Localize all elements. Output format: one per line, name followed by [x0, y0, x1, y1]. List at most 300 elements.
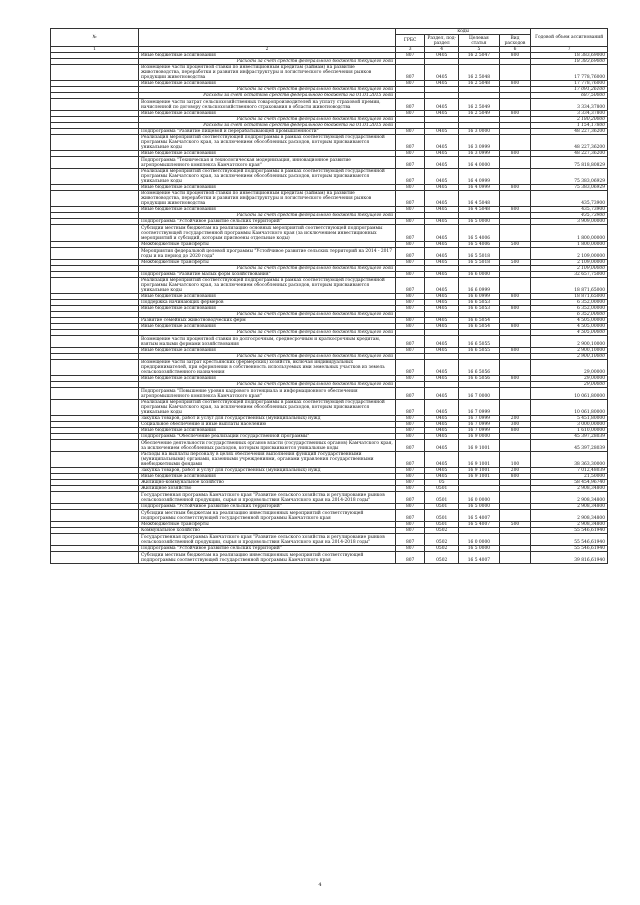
razdel-cell: 0405 — [425, 219, 459, 225]
razdel-cell: 0405 — [425, 65, 459, 81]
amount-cell: 18 871,65000 — [531, 278, 608, 294]
target-cell: 16 6 5053 — [459, 300, 500, 306]
vid-cell — [499, 248, 531, 260]
vid-cell: 800 — [499, 294, 531, 300]
vid-cell: 800 — [499, 428, 531, 434]
razdel-cell: 0405 — [425, 248, 459, 260]
description-cell: Подпрограмма "Развитие малых форм хозяйствования" — [138, 272, 395, 278]
description-cell: Иные бюджетные ассигнования — [138, 306, 395, 312]
vid-cell: 800 — [499, 111, 531, 117]
table-row — [51, 278, 608, 294]
target-cell: 16 5 5018 — [459, 260, 500, 266]
grbs-cell: 807 — [395, 422, 424, 428]
target-cell: 16 5 4007 — [459, 510, 500, 522]
target-cell: 16 0 0000 — [459, 492, 500, 504]
description-cell: Иные бюджетные ассигнования — [138, 151, 395, 157]
description-cell: Иные бюджетные ассигнования — [138, 81, 395, 87]
razdel-cell: 0405 — [425, 207, 459, 213]
no-cell — [51, 169, 139, 185]
description-cell: Реализация мероприятий соответствующей подпрограммы в рамках соответствующей государственной программы Камчатского края, за исключением обособленных расходов, которым присваиваются уникальные коды — [138, 169, 395, 185]
grbs-cell: 807 — [395, 248, 424, 260]
description-cell: Расходы за счет средств федерального бюджета текущего года — [138, 312, 395, 318]
column-number: 3 — [395, 47, 424, 53]
grbs-cell: 807 — [395, 53, 424, 59]
amount-cell: 2 109,00000 — [531, 266, 608, 272]
table-row — [51, 191, 608, 207]
no-cell — [51, 452, 139, 468]
header-codes: коды — [395, 29, 530, 35]
amount-cell: 55 546,61940 — [531, 534, 608, 546]
description-cell: Закупка товаров, работ и услуг для государственных (муниципальных) нужд — [138, 416, 395, 422]
amount-cell: 2 109,00000 — [531, 260, 608, 266]
target-cell: 16 6 0999 — [459, 294, 500, 300]
grbs-cell: 807 — [395, 504, 424, 510]
amount-cell: 435,73900 — [531, 207, 608, 213]
razdel-cell: 0405 — [425, 185, 459, 191]
amount-cell: 1 800,00000 — [531, 242, 608, 248]
target-cell: 16 4 0999 — [459, 185, 500, 191]
amount-cell: 48 227,36200 — [531, 129, 608, 135]
amount-cell: 29,00000 — [531, 360, 608, 376]
no-cell — [51, 65, 139, 81]
header-name — [138, 29, 395, 47]
description-cell: Возмещение части затрат крестьянских (фермерских) хозяйств, включая индивидуальных предпринимателей, при оформлении в собственность используемых ими земельных участков из земель сельскохозяйственного назначения — [138, 360, 395, 376]
target-cell: 16 6 5056 — [459, 376, 500, 382]
target-cell: 16 6 5053 — [459, 306, 500, 312]
amount-cell: 39 816,61940 — [531, 552, 608, 564]
vid-cell: 800 — [499, 324, 531, 330]
grbs-cell: 807 — [395, 242, 424, 248]
description-cell: Подпрограмма "Устойчивое развитие сельских территорий" — [138, 504, 395, 510]
razdel-cell: 0405 — [425, 416, 459, 422]
vid-cell — [499, 225, 531, 242]
amount-cell: 2 109,00000 — [531, 248, 608, 260]
grbs-cell: 807 — [395, 492, 424, 504]
description-cell: Иные бюджетные ассигнования — [138, 324, 395, 330]
vid-cell — [499, 510, 531, 522]
target-cell: 16 6 5055 — [459, 348, 500, 354]
grbs-cell: 807 — [395, 360, 424, 376]
description-cell: Возмещение части процентной ставки по долгосрочным, среднесрочным и краткосрочным кредитам, взятым малыми формами хозяйствования — [138, 336, 395, 348]
description-cell: Жилищно-коммунальное хозяйство — [138, 480, 395, 486]
no-cell — [51, 360, 139, 376]
grbs-cell: 807 — [395, 135, 424, 151]
budget-table — [50, 28, 608, 564]
grbs-cell: 807 — [395, 480, 424, 486]
table-row — [51, 452, 608, 468]
amount-cell: 55 546,61940 — [531, 528, 608, 534]
no-cell — [51, 248, 139, 260]
header-volume: Годовой объем ассигнований — [531, 29, 608, 47]
description-cell: Реализация мероприятий соответствующей подпрограммы в рамках соответствующей государственной программы Камчатского края, за исключением обособленных расходов, которым присваиваются уникальные коды — [138, 400, 395, 416]
vid-cell — [499, 99, 531, 111]
amount-cell: 55 546,61940 — [531, 546, 608, 552]
vid-cell: 800 — [499, 185, 531, 191]
razdel-cell: 0405 — [425, 157, 459, 169]
description-cell: Реализация мероприятий соответствующей подпрограммы в рамках соответствующей государственной программы Камчатского края, за исключением обособленных расходов, которым присваиваются уникальные коды — [138, 135, 395, 151]
description-cell: Субсидии местным бюджетам на реализацию основных мероприятий соответствующей подпрограммы соответствующей государственной программы Камчатского края (за исключением инвестиционных мероприятий и субсидий, которым присвоены отдельные коды) — [138, 225, 395, 242]
vid-cell — [499, 336, 531, 348]
target-cell: 16 6 0000 — [459, 272, 500, 278]
target-cell: 16 5 4006 — [459, 242, 500, 248]
target-cell: 16 9 1001 — [459, 452, 500, 468]
amount-cell: 3 000,00000 — [531, 422, 608, 428]
target-cell: 16 6 5056 — [459, 360, 500, 376]
grbs-cell: 807 — [395, 81, 424, 87]
amount-cell: 2 180,20000 — [531, 117, 608, 123]
razdel-cell: 0501 — [425, 510, 459, 522]
grbs-cell: 807 — [395, 416, 424, 422]
grbs-cell: 807 — [395, 486, 424, 492]
vid-cell — [499, 440, 531, 452]
razdel-cell: 0405 — [425, 468, 459, 474]
grbs-cell: 807 — [395, 99, 424, 111]
description-cell: Мероприятия федеральной целевой программы "Устойчивое развитие сельских территорий на 2014 - 2017 годы и на период до 2020 года" — [138, 248, 395, 260]
table-row — [51, 552, 608, 564]
description-cell: Иные бюджетные ассигнования — [138, 207, 395, 213]
description-cell: Подпрограмма "Повышение уровня кадрового потенциала и информационного обеспечения агропромышленного комплекса Камчатского края" — [138, 388, 395, 400]
table-row — [51, 336, 608, 348]
description-cell: Государственная программа Камчатского края "Развитие сельского хозяйства и регулирование рынков сельскохозяйственной продукции, сырья и продовольствия Камчатского края на 2014-2018 годы" — [138, 492, 395, 504]
vid-cell — [499, 169, 531, 185]
razdel-cell: 0405 — [425, 428, 459, 434]
grbs-cell: 807 — [395, 65, 424, 81]
target-cell: 16 4 5048 — [459, 191, 500, 207]
description-cell: Расходы за счет средств федерального бюджета текущего года — [138, 266, 395, 272]
description-cell: Межбюджетные трансферты — [138, 260, 395, 266]
grbs-cell: 807 — [395, 207, 424, 213]
description-cell: Поддержка начинающих фермеров — [138, 300, 395, 306]
target-cell: 16 7 0999 — [459, 400, 500, 416]
vid-cell: 500 — [499, 260, 531, 266]
no-cell — [51, 99, 139, 111]
razdel-cell: 0405 — [425, 278, 459, 294]
grbs-cell: 807 — [395, 534, 424, 546]
razdel-cell: 0502 — [425, 528, 459, 534]
grbs-cell: 807 — [395, 306, 424, 312]
target-cell: 16 3 0999 — [459, 135, 500, 151]
vid-cell: 800 — [499, 348, 531, 354]
column-number: 5 — [459, 47, 500, 53]
table-row — [51, 248, 608, 260]
amount-cell: 2 900,10000 — [531, 336, 608, 348]
description-cell: Иные бюджетные ассигнования — [138, 348, 395, 354]
table-row — [51, 135, 608, 151]
target-cell: 16 2 5049 — [459, 99, 500, 111]
grbs-cell: 807 — [395, 546, 424, 552]
description-cell: Расходы на выплаты персоналу в целях обеспечения выполнения функций государственными (муниципальными) органами, казенными учреждениями, органами управления государственными внебюджетными фондами — [138, 452, 395, 468]
table-row — [51, 360, 608, 376]
grbs-cell: 807 — [395, 376, 424, 382]
razdel-cell: 0405 — [425, 225, 459, 242]
razdel-cell: 0405 — [425, 400, 459, 416]
description-cell: Жилищное хозяйство — [138, 486, 395, 492]
grbs-cell: 807 — [395, 324, 424, 330]
vid-cell: 800 — [499, 53, 531, 59]
grbs-cell: 807 — [395, 111, 424, 117]
vid-cell — [499, 388, 531, 400]
grbs-cell: 807 — [395, 157, 424, 169]
description-cell: Иные бюджетные ассигнования — [138, 474, 395, 480]
target-cell: 16 3 0999 — [459, 151, 500, 157]
description-cell: Расходы за счет средств федерального бюджета текущего года — [138, 117, 395, 123]
vid-cell — [499, 534, 531, 546]
amount-cell: 3 334,37800 — [531, 99, 608, 111]
grbs-cell: 807 — [395, 294, 424, 300]
description-cell: Субсидии местным бюджетам на реализацию инвестиционных мероприятий соответствующей подпрограммы соответствующей государственной программы Камчатского края — [138, 552, 395, 564]
razdel-cell: 0405 — [425, 388, 459, 400]
amount-cell: 29,00000 — [531, 376, 608, 382]
amount-cell: 2 908,34800 — [531, 522, 608, 528]
grbs-cell: 807 — [395, 510, 424, 522]
amount-cell: 17 091,26100 — [531, 87, 608, 93]
vid-cell: 100 — [499, 452, 531, 468]
vid-cell — [499, 135, 531, 151]
grbs-cell: 807 — [395, 468, 424, 474]
vid-cell: 200 — [499, 468, 531, 474]
description-cell: Межбюджетные трансферты — [138, 242, 395, 248]
target-cell: 16 3 0000 — [459, 129, 500, 135]
target-cell: 16 7 0999 — [459, 422, 500, 428]
no-cell — [51, 400, 139, 416]
no-cell — [51, 336, 139, 348]
vid-cell: 200 — [499, 416, 531, 422]
grbs-cell: 807 — [395, 219, 424, 225]
no-cell — [51, 492, 139, 504]
target-cell: 16 2 5048 — [459, 81, 500, 87]
target-cell: 16 7 0999 — [459, 416, 500, 422]
amount-cell: 4 505,00000 — [531, 318, 608, 324]
vid-cell — [499, 400, 531, 416]
table-row — [51, 169, 608, 185]
target-cell: 16 4 0999 — [459, 169, 500, 185]
table-row — [51, 225, 608, 242]
target-cell: 16 2 5048 — [459, 65, 500, 81]
description-cell: Иные бюджетные ассигнования — [138, 185, 395, 191]
description-cell: Закупка товаров, работ и услуг для государственных (муниципальных) нужд — [138, 468, 395, 474]
grbs-cell: 807 — [395, 528, 424, 534]
table-row — [51, 534, 608, 546]
table-body — [51, 53, 608, 564]
amount-cell: 18 383,69000 — [531, 53, 608, 59]
description-cell: Развитие семейных животноводческих ферм — [138, 318, 395, 324]
razdel-cell: 0405 — [425, 306, 459, 312]
amount-cell: 1 800,00000 — [531, 225, 608, 242]
amount-cell: 10 061,80000 — [531, 388, 608, 400]
no-cell — [51, 388, 139, 400]
no-cell — [51, 552, 139, 564]
vid-cell — [499, 552, 531, 564]
target-cell: 16 9 0000 — [459, 434, 500, 440]
no-cell — [51, 278, 139, 294]
target-cell: 16 5 5018 — [459, 248, 500, 260]
razdel-cell: 0405 — [425, 135, 459, 151]
column-number: 4 — [425, 47, 459, 53]
target-cell: 16 0 0000 — [459, 534, 500, 546]
description-cell: Расходы за счет средств федерального бюджета текущего года — [138, 213, 395, 219]
table-row — [51, 510, 608, 522]
grbs-cell: 807 — [395, 400, 424, 416]
column-number: 1 — [51, 47, 139, 53]
description-cell: Государственная программа Камчатского края "Развитие сельского хозяйства и регулирование рынков сельскохозяйственной продукции, сырья и продовольствия Камчатского края на 2014-2018 годы" — [138, 534, 395, 546]
amount-cell: 45 397,28039 — [531, 434, 608, 440]
amount-cell: 1 154,17800 — [531, 123, 608, 129]
vid-cell: 800 — [499, 306, 531, 312]
razdel-cell: 0405 — [425, 360, 459, 376]
amount-cell: 75 383,06929 — [531, 185, 608, 191]
column-number: 7 — [531, 47, 608, 53]
target-cell: 16 4 0000 — [459, 157, 500, 169]
vid-cell — [499, 65, 531, 81]
description-cell: Расходы за счет средств федерального бюджета текущего года — [138, 330, 395, 336]
target-cell: 16 5 0000 — [459, 219, 500, 225]
target-cell: 16 4 5048 — [459, 207, 500, 213]
target-cell: 16 5 0000 — [459, 504, 500, 510]
razdel-cell: 0502 — [425, 534, 459, 546]
amount-cell: 32 657,75000 — [531, 272, 608, 278]
grbs-cell: 807 — [395, 434, 424, 440]
vid-cell: 800 — [499, 81, 531, 87]
razdel-cell: 0405 — [425, 336, 459, 348]
grbs-cell: 807 — [395, 260, 424, 266]
description-cell: Иные бюджетные ассигнования — [138, 294, 395, 300]
amount-cell: 75 818,80829 — [531, 157, 608, 169]
table-row — [51, 65, 608, 81]
razdel-cell: 0405 — [425, 348, 459, 354]
amount-cell: 6 352,00000 — [531, 306, 608, 312]
amount-cell: 29,00000 — [531, 382, 608, 388]
grbs-cell: 807 — [395, 440, 424, 452]
vid-cell: 500 — [499, 522, 531, 528]
description-cell: Расходы за счет остатков средств федерального бюджета на 01.01.2015 года — [138, 123, 395, 129]
target-cell: 16 5 4007 — [459, 552, 500, 564]
no-cell — [51, 157, 139, 169]
description-cell: Подпрограмма "Развитие пищевой и перерабатывающей промышленности" — [138, 129, 395, 135]
description-cell: Возмещение части затрат сельскохозяйственных товаропроизводителей на уплату страховой премии, начисленной по договору сельскохозяйственного страхования в области животноводства — [138, 99, 395, 111]
grbs-cell: 807 — [395, 272, 424, 278]
razdel-cell: 0405 — [425, 376, 459, 382]
amount-cell: 48 227,36200 — [531, 135, 608, 151]
grbs-cell: 807 — [395, 169, 424, 185]
razdel-cell: 0405 — [425, 452, 459, 468]
amount-cell: 6 352,00000 — [531, 312, 608, 318]
vid-cell — [499, 278, 531, 294]
vid-cell — [499, 492, 531, 504]
description-cell: Расходы за счет средств федерального бюджета текущего года — [138, 59, 395, 65]
amount-cell: 4 505,00000 — [531, 330, 608, 336]
amount-cell: 4 505,00000 — [531, 324, 608, 330]
no-cell — [51, 225, 139, 242]
description-cell: Иные бюджетные ассигнования — [138, 53, 395, 59]
amount-cell: 2 908,34800 — [531, 492, 608, 504]
description-cell: Социальное обеспечение и иные выплаты населению — [138, 422, 395, 428]
description-cell: Расходы за счет средств федерального бюджета текущего года — [138, 87, 395, 93]
amount-cell: 7 012,48039 — [531, 468, 608, 474]
target-cell: 16 9 1001 — [459, 440, 500, 452]
razdel-cell: 0405 — [425, 318, 459, 324]
razdel-cell: 0405 — [425, 99, 459, 111]
grbs-cell: 807 — [395, 278, 424, 294]
razdel-cell: 0501 — [425, 522, 459, 528]
grbs-cell: 807 — [395, 348, 424, 354]
grbs-cell: 807 — [395, 300, 424, 306]
header-vid: Вид расходов — [499, 35, 531, 47]
no-cell — [51, 534, 139, 546]
vid-cell: 800 — [499, 474, 531, 480]
razdel-cell: 0405 — [425, 434, 459, 440]
description-cell: Возмещение части процентной ставки по инвестиционным кредитам (займам) на развитие животноводства, переработки и развития инфраструктуры и логистического обеспечения рынков продукции животноводства — [138, 65, 395, 81]
amount-cell: 1 610,00000 — [531, 428, 608, 434]
table-row — [51, 157, 608, 169]
target-cell: 16 5 0000 — [459, 546, 500, 552]
grbs-cell: 807 — [395, 129, 424, 135]
description-cell: Иные бюджетные ассигнования — [138, 428, 395, 434]
amount-cell: 3 334,37800 — [531, 111, 608, 117]
amount-cell: 10 061,80000 — [531, 400, 608, 416]
grbs-cell: 807 — [395, 336, 424, 348]
column-number: 6 — [499, 47, 531, 53]
grbs-cell: 807 — [395, 452, 424, 468]
amount-cell: 21,50000 — [531, 474, 608, 480]
column-number: 2 — [138, 47, 395, 53]
description-cell: Межбюджетные трансферты — [138, 522, 395, 528]
target-cell: 16 6 5054 — [459, 324, 500, 330]
razdel-cell: 0405 — [425, 300, 459, 306]
target-cell: 16 5 4006 — [459, 225, 500, 242]
amount-cell: 48 227,36200 — [531, 151, 608, 157]
razdel-cell: 0501 — [425, 486, 459, 492]
table-row — [51, 99, 608, 111]
target-cell: 16 7 0000 — [459, 388, 500, 400]
grbs-cell: 807 — [395, 474, 424, 480]
table-row — [51, 440, 608, 452]
description-cell: Возмещение части процентной ставки по инвестиционным кредитам (займам) на развитие животноводства, переработки и развития инфраструктуры и логистического обеспечения рынков продукции животноводства — [138, 191, 395, 207]
razdel-cell: 0405 — [425, 294, 459, 300]
description-cell: Обеспечение деятельности государственных органов власти (государственных органов) Камчатского края, за исключением обособленных расходов, которым присваиваются уникальные коды — [138, 440, 395, 452]
razdel-cell: 0405 — [425, 422, 459, 428]
grbs-cell: 807 — [395, 552, 424, 564]
description-cell: Расходы за счет средств федерального бюджета текущего года — [138, 382, 395, 388]
description-cell: Подпрограмма "Обеспечение реализации государственной программы" — [138, 434, 395, 440]
amount-cell: 38 363,30000 — [531, 452, 608, 468]
amount-cell: 435,73900 — [531, 191, 608, 207]
grbs-cell: 807 — [395, 522, 424, 528]
amount-cell: 2 900,10000 — [531, 354, 608, 360]
razdel-cell: 0405 — [425, 242, 459, 248]
table-row — [51, 492, 608, 504]
target-cell: 16 6 0999 — [459, 278, 500, 294]
description-cell: Коммунальное хозяйство — [138, 528, 395, 534]
razdel-cell: 0405 — [425, 129, 459, 135]
grbs-cell: 807 — [395, 151, 424, 157]
header-grbs: ГРБС — [395, 35, 424, 47]
target-cell: 16 6 5054 — [459, 318, 500, 324]
description-cell: Подпрограмма "Техническая и технологическая модернизация, инновационное развитие агропромышленного комплекса Камчатского края" — [138, 157, 395, 169]
amount-cell: 2 900,10000 — [531, 348, 608, 354]
budget-page — [50, 28, 608, 564]
razdel-cell: 05 — [425, 480, 459, 486]
vid-cell — [499, 360, 531, 376]
description-cell: Субсидии местным бюджетам на реализацию инвестиционных мероприятий соответствующей подпрограммы соответствующей государственной программы Камчатского края — [138, 510, 395, 522]
amount-cell: 2 908,34800 — [531, 486, 608, 492]
table-row — [51, 400, 608, 416]
vid-cell — [499, 191, 531, 207]
razdel-cell: 0501 — [425, 492, 459, 504]
description-cell: Расходы за счет остатков средств федерального бюджета на 01.01.2015 года — [138, 93, 395, 99]
description-cell: Расходы за счет средств федерального бюджета текущего года — [138, 354, 395, 360]
razdel-cell: 0405 — [425, 474, 459, 480]
amount-cell: 75 383,06929 — [531, 169, 608, 185]
